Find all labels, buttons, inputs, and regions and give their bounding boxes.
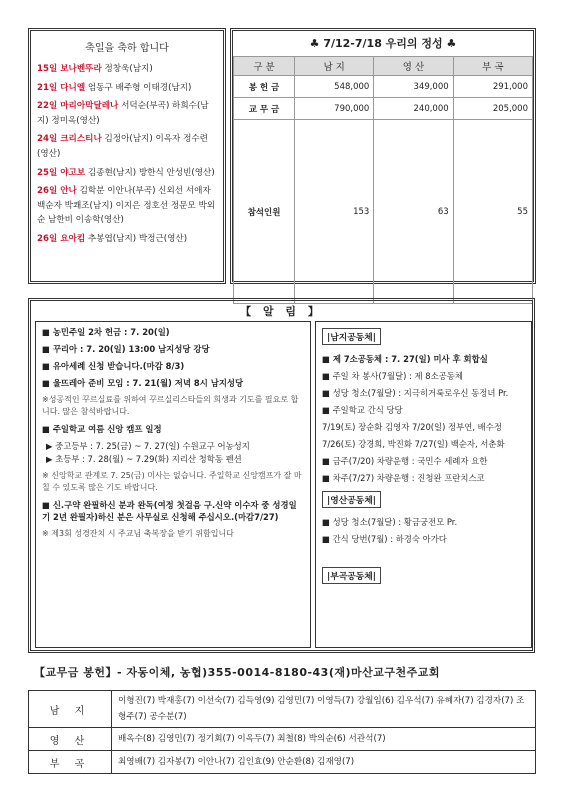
community-heading-yeongsan: |영산공동체| <box>322 491 381 508</box>
offering-cell: 205,000 <box>453 98 532 120</box>
offering-box <box>230 28 536 284</box>
feast-day: 21일 다니엘 <box>37 82 86 93</box>
notice-item: ■ 주일학교 간식 당당 <box>322 405 403 415</box>
offering-header: 부 곡 <box>453 57 532 76</box>
feast-day: 22일 마리아막달레나 <box>37 101 119 112</box>
givers-row <box>29 691 536 728</box>
offering-header: 남 지 <box>295 57 374 76</box>
notice-item: ■ 제 7소공동체 : 7. 27(일) 미사 후 회합실 <box>322 354 488 364</box>
notice-text: 7/26(토) 강경희, 박진화 7/27(일) 백순자, 서춘화 <box>322 439 505 449</box>
offering-header: 구 분 <box>234 57 295 76</box>
offering-cell: 291,000 <box>453 76 532 98</box>
offering-row <box>234 120 533 304</box>
offering-row <box>234 98 533 120</box>
offering-cell: 153 <box>295 120 374 304</box>
feast-day: 24일 크리스티나 <box>37 134 102 145</box>
givers-row <box>29 751 536 774</box>
offering-header-row <box>234 57 533 76</box>
feast-names: 엄동구 배주형 이태경(남지) <box>85 82 192 93</box>
givers-table <box>28 690 536 774</box>
notice-item: ■ 차주(7/27) 차량운행 : 진청완 프란치스코 <box>322 473 485 483</box>
feast-entry <box>37 99 217 128</box>
feast-names: 추봉엽(남지) 박정근(영산) <box>85 233 188 244</box>
givers-box <box>28 690 536 774</box>
notice-note: ※ 제3회 성경잔치 시 주교님 축복장을 받기 위함입니다 <box>42 529 234 538</box>
offering-table <box>233 56 533 304</box>
feast-entry <box>37 81 217 96</box>
community-heading-namji: |남지공동체| <box>322 328 381 345</box>
givers-community-label: 부 곡 <box>29 751 112 774</box>
feast-entry <box>37 232 217 247</box>
givers-community-label: 남 지 <box>29 691 112 728</box>
feast-day: 25일 야고보 <box>37 167 86 178</box>
offering-header: 영 산 <box>374 57 453 76</box>
feast-names: 서덕순(부곡) 하희수(남지) 정미옥(영산) <box>37 101 209 126</box>
notice-right-column <box>315 321 532 648</box>
community-heading-bugok: |부곡공동체| <box>322 567 381 584</box>
notice-item: ■ 꾸리아 : 7. 20(일) 13:00 남지성당 강당 <box>42 344 210 354</box>
offering-row-label: 교 무 금 <box>234 98 295 120</box>
feast-names: 정창욱(남지) <box>101 64 153 74</box>
feast-list <box>37 62 217 247</box>
notice-subitem: ▶ 중고등부 : 7. 25(금) ~ 7. 27(일) 수원교구 어농성지 <box>46 441 250 451</box>
givers-community-label: 영 산 <box>29 728 112 751</box>
notice-title: 【 알 림 】 <box>240 305 323 318</box>
feast-day: 15일 보나벤뚜라 <box>37 64 102 74</box>
offering-cell: 55 <box>453 120 532 304</box>
notice-item: ■ 유아세례 신청 받습니다.(마감 8/3) <box>42 361 185 371</box>
notice-item: ■ 주일 차 봉사(7월달) : 제 8소공동체 <box>322 371 463 381</box>
feast-names: 김학분 이안나(부곡) 신외선 서애자 백순자 박쾌조(남지) 이지은 정호선 정문모 박외순 남한비 이송학(영산) <box>37 186 216 226</box>
notice-item: ■ 성당 청소(7월달) : 황금궁전모 Pr. <box>322 517 458 527</box>
notice-text: 7/19(토) 장순화 김영자 7/20(일) 정부연, 배수정 <box>322 422 502 432</box>
feast-day: 26일 요아킴 <box>37 233 86 244</box>
notice-item: ■ 울뜨레아 준비 모임 : 7. 21(월) 저녁 8시 남지성당 <box>42 378 244 388</box>
givers-names: 이형진(7) 박재홍(7) 이선숙(7) 김득영(9) 김영민(7) 이영득(7) 강월임(6) 김우석(7) 유혜자(7) 김경자(7) 조형주(7) 공수분(7) <box>112 691 536 728</box>
offering-cell: 349,000 <box>374 76 453 98</box>
givers-row <box>29 728 536 751</box>
offering-row-label: 봉 헌 금 <box>234 76 295 98</box>
notice-note: ※ 신앙학교 관계로 7. 25(금) 미사는 없습니다. 주일학교 신앙캠프가 잘 마칠 수 있도록 많은 기도 바랍니다. <box>42 471 302 492</box>
notice-item: ■ 신.구약 완필하신 분과 완독(여정 첫걸음 구.신약 이수자 중 성경일기 2년 완필자)하신 분은 사무실로 신청해 주십시오.(마감7/27) <box>42 500 297 522</box>
notice-item: ■ 농민주일 2차 헌금 : 7. 20(일) <box>42 327 170 337</box>
feast-day: 26일 안나 <box>37 186 77 197</box>
offering-title: ♣ 7/12-7/18 우리의 정성 ♣ <box>309 37 457 50</box>
notice-left-column <box>35 321 311 648</box>
offering-cell: 548,000 <box>295 76 374 98</box>
bank-transfer-info: 【교무금 봉헌】- 자동이체, 농협)355-0014-8180-43(재)마산교구천주교회 <box>34 666 441 679</box>
feast-entry <box>37 184 217 228</box>
notice-note: ※성공적인 꾸르실료를 위하여 꾸르실리스타들의 희생과 기도를 필요로 합니다. 많은 참석바랍니다. <box>42 395 299 416</box>
feast-entry <box>37 166 217 181</box>
offering-cell: 63 <box>374 120 453 304</box>
feast-entry <box>37 132 217 161</box>
notice-subitem: ▶ 초등부 : 7. 28(월) ~ 7.29(화) 지리산 청학동 펜션 <box>46 454 242 464</box>
offering-row-label: 참석인원 <box>234 120 295 304</box>
feast-entry <box>37 62 217 77</box>
notice-item: ■ 간식 당번(7월) : 하경숙 아가다 <box>322 534 447 544</box>
feast-title: 축일을 축하 합니다 <box>85 43 169 54</box>
feast-names: 김정아(남지) 이옥자 정수련(영산) <box>37 134 208 159</box>
givers-names: 배옥수(8) 김영민(7) 정기회(7) 이옥두(7) 최철(8) 박의순(6) 서관석(7) <box>112 728 536 751</box>
offering-cell: 240,000 <box>374 98 453 120</box>
notice-box <box>28 298 535 653</box>
feast-day-box <box>28 28 226 284</box>
notice-item: ■ 금주(7/20) 차량운행 : 국민수 세례자 요한 <box>322 456 488 466</box>
offering-cell: 790,000 <box>295 98 374 120</box>
feast-names: 김종현(남지) 방한식 안성빈(영산) <box>85 167 215 178</box>
givers-names: 최영배(7) 김자봉(7) 이안나(7) 김인효(9) 안순환(8) 김재영(7) <box>112 751 536 774</box>
notice-item: ■ 주일학교 여름 신앙 캠프 일정 <box>42 424 162 434</box>
notice-item: ■ 성당 청소(7월달) : 지극히거룩로우신 동정녀 Pr. <box>322 388 509 398</box>
offering-row <box>234 76 533 98</box>
